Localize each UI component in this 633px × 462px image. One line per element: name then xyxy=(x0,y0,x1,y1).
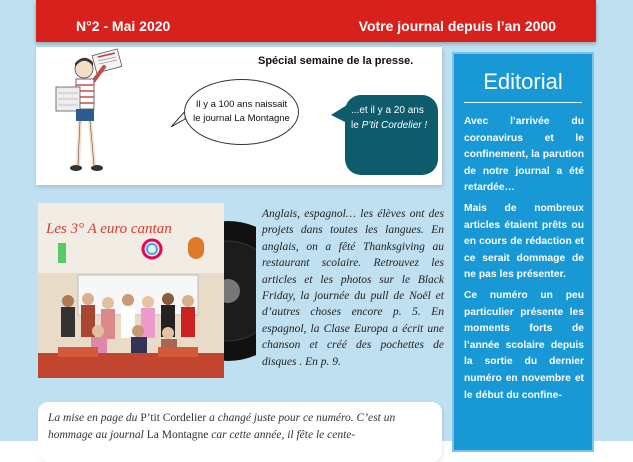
cover-title: Les 3° A euro cantan xyxy=(46,221,172,237)
article-body xyxy=(40,206,444,376)
journal-name: P’tit Cordelier ! xyxy=(361,120,428,131)
layout-note-text xyxy=(48,410,438,444)
editorial-divider xyxy=(464,102,582,103)
editorial-sidebar xyxy=(452,52,594,452)
newspaper-seller-illustration xyxy=(42,47,142,185)
issue-number: N°2 - Mai 2020 xyxy=(76,18,171,34)
article-paragraph: Anglais, espagnol… les élèves ont des projets dans toutes les langues. En anglais, on a fêté Thanksgiving au restaurant scolaire. Retrouvez les articles et les photos sur le Black Friday, la journée du pull de Noël et d’autres choses encore p. 5. En espagnol, la Clase Europa a écrit une chanson et créé des pochettes de disques . En p. 9. xyxy=(262,208,444,368)
journal-name: La Montagne xyxy=(146,429,209,441)
note-text-part: La mise en page du xyxy=(48,412,141,424)
editorial-title: Editorial xyxy=(483,69,563,94)
press-week-title: Spécial semaine de la presse. xyxy=(258,55,414,67)
editorial-paragraph: Mais de nombreux articles étaient prêts ou en cours de rédaction et ce serait dommage de ne pas les présenter. xyxy=(464,202,584,281)
note-text-part: car cette année, il fête le cente- xyxy=(208,429,356,441)
editorial-paragraph: Ce numéro un peu particulier présente les moments forts de l’année scolaire depuis la sortie du dernier numéro en novembre et le début du confine- xyxy=(464,289,584,401)
editorial-text xyxy=(464,114,584,408)
journal-name: P’tit Cordelier xyxy=(140,412,207,424)
speech-bubble-cordelier xyxy=(345,95,438,175)
editorial-paragraph: Avec l’arrivée du coronavirus et le confinement, la parution de notre journal a été retardée… xyxy=(464,116,584,194)
tagline: Votre journal depuis l’an 2000 xyxy=(358,18,556,34)
speech-bubble-text: ...et il y a 20 ans le xyxy=(351,105,424,131)
speech-bubble-text: Il y a 100 ans naissait le journal La Montagne xyxy=(193,99,290,124)
image-spacer xyxy=(40,206,262,376)
press-week-box xyxy=(36,47,442,185)
speech-bubble-montagne xyxy=(184,79,299,145)
note-text-part: a changé juste pour ce numéro. C’est un hommage au journal xyxy=(48,412,396,441)
layout-note-box xyxy=(38,402,442,462)
header-banner xyxy=(36,0,596,42)
